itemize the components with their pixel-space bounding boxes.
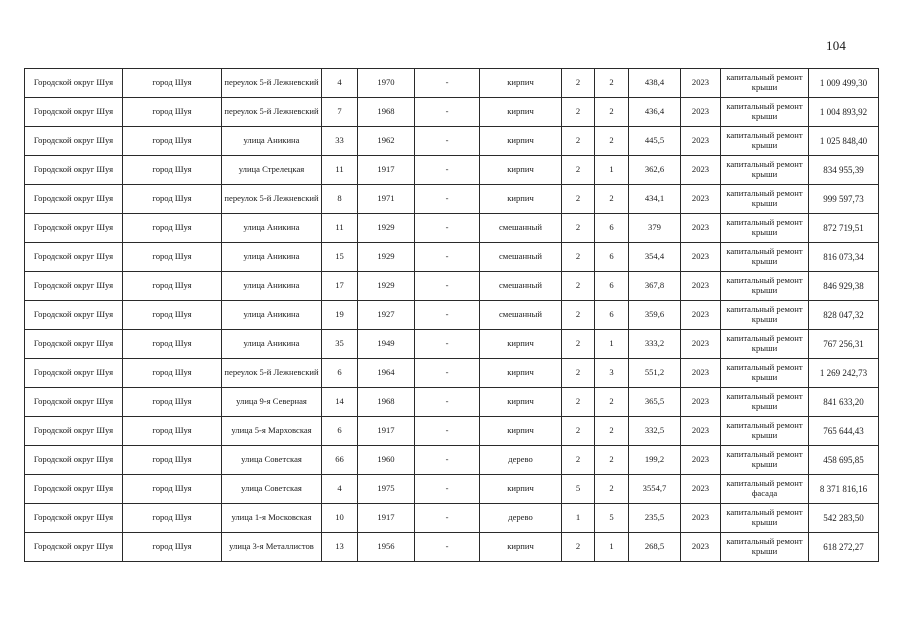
house-number-cell: 11	[322, 214, 358, 243]
cost-cell: 542 283,50	[809, 504, 879, 533]
floors-cell: 2	[562, 330, 595, 359]
wall-material-cell: кирпич	[480, 359, 562, 388]
street-cell: улица 3-я Металлистов	[222, 533, 322, 562]
municipality-cell: Городской округ Шуя	[25, 185, 123, 214]
street-cell: переулок 5-й Лежневский	[222, 359, 322, 388]
entrances-cell: 5	[595, 504, 629, 533]
street-cell: улица Аникина	[222, 127, 322, 156]
year-built-cell: 1968	[358, 388, 415, 417]
cost-cell: 846 929,38	[809, 272, 879, 301]
table-row	[25, 127, 879, 156]
dash-cell: -	[415, 156, 480, 185]
floors-cell: 2	[562, 98, 595, 127]
cost-cell: 834 955,39	[809, 156, 879, 185]
entrances-cell: 2	[595, 69, 629, 98]
year-built-cell: 1917	[358, 156, 415, 185]
cost-cell: 1 004 893,92	[809, 98, 879, 127]
dash-cell: -	[415, 98, 480, 127]
municipality-cell: Городской округ Шуя	[25, 243, 123, 272]
year-built-cell: 1975	[358, 475, 415, 504]
table-row	[25, 330, 879, 359]
house-number-cell: 4	[322, 69, 358, 98]
dash-cell: -	[415, 533, 480, 562]
street-cell: улица 1-я Московская	[222, 504, 322, 533]
cost-cell: 8 371 816,16	[809, 475, 879, 504]
dash-cell: -	[415, 446, 480, 475]
locality-cell: город Шуя	[123, 185, 222, 214]
floors-cell: 1	[562, 504, 595, 533]
cost-cell: 1 269 242,73	[809, 359, 879, 388]
entrances-cell: 2	[595, 185, 629, 214]
cost-cell: 841 633,20	[809, 388, 879, 417]
area-cell: 434,1	[629, 185, 681, 214]
area-cell: 235,5	[629, 504, 681, 533]
floors-cell: 2	[562, 388, 595, 417]
year-built-cell: 1949	[358, 330, 415, 359]
cost-cell: 618 272,27	[809, 533, 879, 562]
municipality-cell: Городской округ Шуя	[25, 446, 123, 475]
street-cell: переулок 5-й Лежневский	[222, 185, 322, 214]
plan-year-cell: 2023	[681, 156, 721, 185]
plan-year-cell: 2023	[681, 272, 721, 301]
work-type-cell: капитальный ремонт крыши	[721, 504, 809, 533]
street-cell: улица Аникина	[222, 272, 322, 301]
wall-material-cell: кирпич	[480, 388, 562, 417]
wall-material-cell: кирпич	[480, 69, 562, 98]
house-number-cell: 8	[322, 185, 358, 214]
plan-year-cell: 2023	[681, 185, 721, 214]
locality-cell: город Шуя	[123, 417, 222, 446]
page-number: 104	[826, 38, 847, 53]
year-built-cell: 1929	[358, 214, 415, 243]
dash-cell: -	[415, 243, 480, 272]
floors-cell: 2	[562, 446, 595, 475]
cost-cell: 767 256,31	[809, 330, 879, 359]
locality-cell: город Шуя	[123, 475, 222, 504]
plan-year-cell: 2023	[681, 417, 721, 446]
area-cell: 199,2	[629, 446, 681, 475]
floors-cell: 2	[562, 214, 595, 243]
house-number-cell: 7	[322, 98, 358, 127]
locality-cell: город Шуя	[123, 98, 222, 127]
year-built-cell: 1929	[358, 243, 415, 272]
street-cell: улица Аникина	[222, 214, 322, 243]
floors-cell: 2	[562, 185, 595, 214]
work-type-cell: капитальный ремонт фасада	[721, 475, 809, 504]
wall-material-cell: кирпич	[480, 533, 562, 562]
house-number-cell: 66	[322, 446, 358, 475]
area-cell: 438,4	[629, 69, 681, 98]
year-built-cell: 1968	[358, 98, 415, 127]
area-cell: 3554,7	[629, 475, 681, 504]
work-type-cell: капитальный ремонт крыши	[721, 127, 809, 156]
year-built-cell: 1962	[358, 127, 415, 156]
locality-cell: город Шуя	[123, 446, 222, 475]
entrances-cell: 2	[595, 388, 629, 417]
table-row	[25, 185, 879, 214]
entrances-cell: 2	[595, 417, 629, 446]
street-cell: улица Советская	[222, 475, 322, 504]
locality-cell: город Шуя	[123, 69, 222, 98]
wall-material-cell: кирпич	[480, 156, 562, 185]
wall-material-cell: кирпич	[480, 98, 562, 127]
table-row	[25, 301, 879, 330]
table-row	[25, 243, 879, 272]
dash-cell: -	[415, 504, 480, 533]
house-number-cell: 33	[322, 127, 358, 156]
table-row	[25, 214, 879, 243]
table-row	[25, 417, 879, 446]
entrances-cell: 3	[595, 359, 629, 388]
house-number-cell: 35	[322, 330, 358, 359]
cost-cell: 999 597,73	[809, 185, 879, 214]
street-cell: улица Аникина	[222, 330, 322, 359]
work-type-cell: капитальный ремонт крыши	[721, 156, 809, 185]
wall-material-cell: кирпич	[480, 127, 562, 156]
table-row	[25, 156, 879, 185]
year-built-cell: 1917	[358, 504, 415, 533]
plan-year-cell: 2023	[681, 69, 721, 98]
municipality-cell: Городской округ Шуя	[25, 475, 123, 504]
table-row	[25, 446, 879, 475]
entrances-cell: 1	[595, 156, 629, 185]
municipality-cell: Городской округ Шуя	[25, 127, 123, 156]
plan-year-cell: 2023	[681, 359, 721, 388]
cost-cell: 816 073,34	[809, 243, 879, 272]
work-type-cell: капитальный ремонт крыши	[721, 330, 809, 359]
locality-cell: город Шуя	[123, 533, 222, 562]
house-number-cell: 4	[322, 475, 358, 504]
municipality-cell: Городской округ Шуя	[25, 417, 123, 446]
work-type-cell: капитальный ремонт крыши	[721, 446, 809, 475]
floors-cell: 2	[562, 417, 595, 446]
housing-repair-table	[24, 68, 879, 562]
street-cell: улица Аникина	[222, 243, 322, 272]
house-number-cell: 6	[322, 417, 358, 446]
street-cell: улица Аникина	[222, 301, 322, 330]
plan-year-cell: 2023	[681, 388, 721, 417]
entrances-cell: 2	[595, 446, 629, 475]
year-built-cell: 1971	[358, 185, 415, 214]
area-cell: 333,2	[629, 330, 681, 359]
locality-cell: город Шуя	[123, 127, 222, 156]
entrances-cell: 6	[595, 272, 629, 301]
floors-cell: 2	[562, 359, 595, 388]
cost-cell: 458 695,85	[809, 446, 879, 475]
area-cell: 379	[629, 214, 681, 243]
cost-cell: 765 644,43	[809, 417, 879, 446]
entrances-cell: 2	[595, 127, 629, 156]
house-number-cell: 13	[322, 533, 358, 562]
dash-cell: -	[415, 388, 480, 417]
locality-cell: город Шуя	[123, 272, 222, 301]
municipality-cell: Городской округ Шуя	[25, 156, 123, 185]
area-cell: 359,6	[629, 301, 681, 330]
municipality-cell: Городской округ Шуя	[25, 330, 123, 359]
municipality-cell: Городской округ Шуя	[25, 388, 123, 417]
work-type-cell: капитальный ремонт крыши	[721, 359, 809, 388]
municipality-cell: Городской округ Шуя	[25, 301, 123, 330]
cost-cell: 872 719,51	[809, 214, 879, 243]
street-cell: улица Советская	[222, 446, 322, 475]
work-type-cell: капитальный ремонт крыши	[721, 185, 809, 214]
locality-cell: город Шуя	[123, 388, 222, 417]
locality-cell: город Шуя	[123, 156, 222, 185]
table-row	[25, 475, 879, 504]
table-body	[25, 69, 879, 562]
entrances-cell: 6	[595, 243, 629, 272]
wall-material-cell: кирпич	[480, 330, 562, 359]
floors-cell: 2	[562, 533, 595, 562]
house-number-cell: 6	[322, 359, 358, 388]
locality-cell: город Шуя	[123, 301, 222, 330]
cost-cell: 1 009 499,30	[809, 69, 879, 98]
locality-cell: город Шуя	[123, 243, 222, 272]
plan-year-cell: 2023	[681, 330, 721, 359]
street-cell: улица Стрелецкая	[222, 156, 322, 185]
house-number-cell: 15	[322, 243, 358, 272]
plan-year-cell: 2023	[681, 243, 721, 272]
dash-cell: -	[415, 301, 480, 330]
wall-material-cell: смешанный	[480, 301, 562, 330]
municipality-cell: Городской округ Шуя	[25, 504, 123, 533]
entrances-cell: 1	[595, 330, 629, 359]
street-cell: переулок 5-й Лежневский	[222, 69, 322, 98]
dash-cell: -	[415, 359, 480, 388]
street-cell: переулок 5-й Лежневский	[222, 98, 322, 127]
floors-cell: 5	[562, 475, 595, 504]
wall-material-cell: смешанный	[480, 243, 562, 272]
area-cell: 268,5	[629, 533, 681, 562]
table-row	[25, 98, 879, 127]
dash-cell: -	[415, 417, 480, 446]
plan-year-cell: 2023	[681, 533, 721, 562]
house-number-cell: 10	[322, 504, 358, 533]
work-type-cell: капитальный ремонт крыши	[721, 69, 809, 98]
municipality-cell: Городской округ Шуя	[25, 69, 123, 98]
locality-cell: город Шуя	[123, 214, 222, 243]
area-cell: 367,8	[629, 272, 681, 301]
plan-year-cell: 2023	[681, 301, 721, 330]
dash-cell: -	[415, 127, 480, 156]
area-cell: 332,5	[629, 417, 681, 446]
wall-material-cell: смешанный	[480, 272, 562, 301]
dash-cell: -	[415, 185, 480, 214]
dash-cell: -	[415, 475, 480, 504]
area-cell: 365,5	[629, 388, 681, 417]
year-built-cell: 1927	[358, 301, 415, 330]
wall-material-cell: кирпич	[480, 475, 562, 504]
street-cell: улица 5-я Марховская	[222, 417, 322, 446]
table-row	[25, 504, 879, 533]
entrances-cell: 6	[595, 301, 629, 330]
work-type-cell: капитальный ремонт крыши	[721, 243, 809, 272]
municipality-cell: Городской округ Шуя	[25, 98, 123, 127]
municipality-cell: Городской округ Шуя	[25, 272, 123, 301]
work-type-cell: капитальный ремонт крыши	[721, 214, 809, 243]
dash-cell: -	[415, 330, 480, 359]
wall-material-cell: кирпич	[480, 417, 562, 446]
table-row	[25, 533, 879, 562]
wall-material-cell: дерево	[480, 504, 562, 533]
wall-material-cell: смешанный	[480, 214, 562, 243]
floors-cell: 2	[562, 272, 595, 301]
plan-year-cell: 2023	[681, 475, 721, 504]
work-type-cell: капитальный ремонт крыши	[721, 272, 809, 301]
wall-material-cell: дерево	[480, 446, 562, 475]
area-cell: 551,2	[629, 359, 681, 388]
house-number-cell: 11	[322, 156, 358, 185]
work-type-cell: капитальный ремонт крыши	[721, 388, 809, 417]
dash-cell: -	[415, 214, 480, 243]
municipality-cell: Городской округ Шуя	[25, 533, 123, 562]
entrances-cell: 6	[595, 214, 629, 243]
house-number-cell: 17	[322, 272, 358, 301]
area-cell: 445,5	[629, 127, 681, 156]
dash-cell: -	[415, 69, 480, 98]
table-row	[25, 272, 879, 301]
cost-cell: 828 047,32	[809, 301, 879, 330]
work-type-cell: капитальный ремонт крыши	[721, 417, 809, 446]
floors-cell: 2	[562, 301, 595, 330]
entrances-cell: 2	[595, 98, 629, 127]
table-row	[25, 388, 879, 417]
year-built-cell: 1956	[358, 533, 415, 562]
plan-year-cell: 2023	[681, 214, 721, 243]
floors-cell: 2	[562, 69, 595, 98]
plan-year-cell: 2023	[681, 127, 721, 156]
plan-year-cell: 2023	[681, 98, 721, 127]
locality-cell: город Шуя	[123, 359, 222, 388]
locality-cell: город Шуя	[123, 504, 222, 533]
area-cell: 362,6	[629, 156, 681, 185]
year-built-cell: 1964	[358, 359, 415, 388]
municipality-cell: Городской округ Шуя	[25, 359, 123, 388]
cost-cell: 1 025 848,40	[809, 127, 879, 156]
year-built-cell: 1970	[358, 69, 415, 98]
area-cell: 436,4	[629, 98, 681, 127]
floors-cell: 2	[562, 156, 595, 185]
wall-material-cell: кирпич	[480, 185, 562, 214]
municipality-cell: Городской округ Шуя	[25, 214, 123, 243]
locality-cell: город Шуя	[123, 330, 222, 359]
floors-cell: 2	[562, 243, 595, 272]
work-type-cell: капитальный ремонт крыши	[721, 301, 809, 330]
work-type-cell: капитальный ремонт крыши	[721, 533, 809, 562]
street-cell: улица 9-я Северная	[222, 388, 322, 417]
year-built-cell: 1917	[358, 417, 415, 446]
entrances-cell: 2	[595, 475, 629, 504]
house-number-cell: 14	[322, 388, 358, 417]
year-built-cell: 1929	[358, 272, 415, 301]
floors-cell: 2	[562, 127, 595, 156]
plan-year-cell: 2023	[681, 504, 721, 533]
plan-year-cell: 2023	[681, 446, 721, 475]
dash-cell: -	[415, 272, 480, 301]
table-row	[25, 359, 879, 388]
year-built-cell: 1960	[358, 446, 415, 475]
work-type-cell: капитальный ремонт крыши	[721, 98, 809, 127]
entrances-cell: 1	[595, 533, 629, 562]
house-number-cell: 19	[322, 301, 358, 330]
area-cell: 354,4	[629, 243, 681, 272]
table-row	[25, 69, 879, 98]
